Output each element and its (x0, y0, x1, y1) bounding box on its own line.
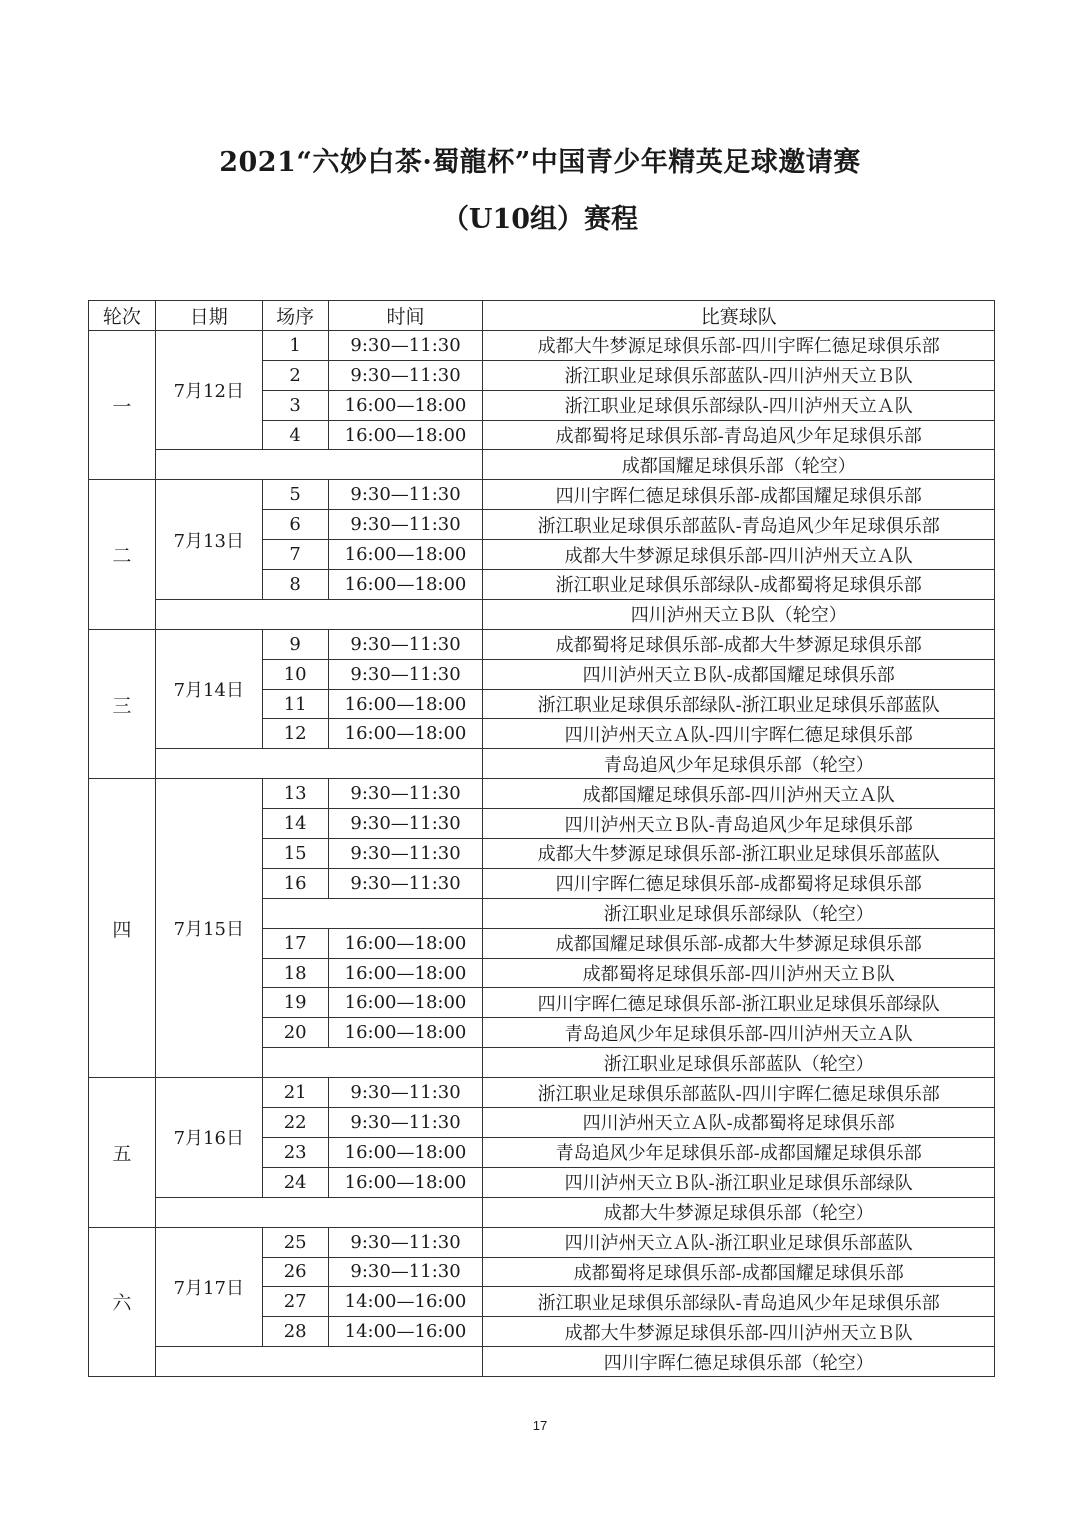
date-cell: 7月15日 (155, 779, 262, 1078)
table-row (89, 1227, 995, 1257)
bye-team: 青岛追风少年足球俱乐部（轮空） (483, 749, 995, 779)
date-cell: 7月17日 (155, 1227, 262, 1347)
bye-team: 成都大牛梦源足球俱乐部（轮空） (483, 1197, 995, 1227)
match-teams: 浙江职业足球俱乐部绿队-成都蜀将足球俱乐部 (483, 570, 995, 600)
match-teams: 浙江职业足球俱乐部绿队-浙江职业足球俱乐部蓝队 (483, 689, 995, 719)
empty-cell (155, 1347, 483, 1377)
bye-row (89, 749, 995, 779)
date-cell: 7月13日 (155, 480, 262, 600)
match-teams: 四川泸州天立Ｂ队-浙江职业足球俱乐部绿队 (483, 1167, 995, 1197)
date-cell: 7月14日 (155, 629, 262, 749)
match-teams: 四川宇晖仁德足球俱乐部-浙江职业足球俱乐部绿队 (483, 988, 995, 1018)
match-no: 7 (262, 540, 328, 570)
header-time: 时间 (328, 301, 483, 331)
match-teams: 浙江职业足球俱乐部绿队-四川泸州天立Ａ队 (483, 390, 995, 420)
match-teams: 浙江职业足球俱乐部绿队-青岛追风少年足球俱乐部 (483, 1287, 995, 1317)
match-teams: 四川宇晖仁德足球俱乐部-成都国耀足球俱乐部 (483, 480, 995, 510)
bye-team: 四川泸州天立Ｂ队（轮空） (483, 599, 995, 629)
match-teams: 成都蜀将足球俱乐部-四川泸州天立Ｂ队 (483, 958, 995, 988)
match-time: 9:30—11:30 (328, 779, 483, 809)
bye-team: 浙江职业足球俱乐部绿队（轮空） (483, 898, 995, 928)
match-time: 9:30—11:30 (328, 510, 483, 540)
match-no: 14 (262, 809, 328, 839)
table-row (89, 779, 995, 809)
bye-team: 浙江职业足球俱乐部蓝队（轮空） (483, 1048, 995, 1078)
document-subtitle: （U10组）赛程 (441, 204, 639, 235)
match-time: 9:30—11:30 (328, 839, 483, 869)
match-teams: 成都蜀将足球俱乐部-青岛追风少年足球俱乐部 (483, 420, 995, 450)
match-time: 16:00—18:00 (328, 1137, 483, 1167)
round-cell: 一 (89, 330, 156, 479)
match-time: 14:00—16:00 (328, 1287, 483, 1317)
match-time: 9:30—11:30 (328, 1257, 483, 1287)
match-no: 16 (262, 868, 328, 898)
match-no: 19 (262, 988, 328, 1018)
match-teams: 四川泸州天立Ｂ队-成都国耀足球俱乐部 (483, 659, 995, 689)
match-no: 25 (262, 1227, 328, 1257)
match-time: 16:00—18:00 (328, 689, 483, 719)
empty-cell (155, 599, 483, 629)
match-teams: 浙江职业足球俱乐部蓝队-四川宇晖仁德足球俱乐部 (483, 1078, 995, 1108)
match-time: 9:30—11:30 (328, 480, 483, 510)
empty-cell (262, 1048, 483, 1078)
match-time: 9:30—11:30 (328, 809, 483, 839)
match-time: 14:00—16:00 (328, 1317, 483, 1347)
match-no: 2 (262, 360, 328, 390)
match-time: 16:00—18:00 (328, 570, 483, 600)
match-teams: 成都大牛梦源足球俱乐部-四川泸州天立Ｂ队 (483, 1317, 995, 1347)
match-time: 16:00—18:00 (328, 1167, 483, 1197)
match-no: 9 (262, 629, 328, 659)
match-teams: 浙江职业足球俱乐部蓝队-青岛追风少年足球俱乐部 (483, 510, 995, 540)
match-no: 27 (262, 1287, 328, 1317)
match-time: 16:00—18:00 (328, 540, 483, 570)
match-teams: 青岛追风少年足球俱乐部-四川泸州天立Ａ队 (483, 1018, 995, 1048)
match-time: 9:30—11:30 (328, 1078, 483, 1108)
round-cell: 二 (89, 480, 156, 629)
header-teams: 比赛球队 (483, 301, 995, 331)
match-time: 9:30—11:30 (328, 629, 483, 659)
match-time: 16:00—18:00 (328, 1018, 483, 1048)
empty-cell (155, 749, 483, 779)
document-title: 2021“六妙白茶·蜀龍杯”中国青少年精英足球邀请赛 (219, 147, 861, 178)
match-no: 26 (262, 1257, 328, 1287)
match-no: 12 (262, 719, 328, 749)
match-time: 16:00—18:00 (328, 390, 483, 420)
match-time: 16:00—18:00 (328, 988, 483, 1018)
match-no: 23 (262, 1137, 328, 1167)
round-cell: 六 (89, 1227, 156, 1376)
match-no: 6 (262, 510, 328, 540)
match-teams: 成都大牛梦源足球俱乐部-四川宇晖仁德足球俱乐部 (483, 330, 995, 360)
bye-row (89, 450, 995, 480)
table-row (89, 629, 995, 659)
match-time: 16:00—18:00 (328, 958, 483, 988)
match-no: 24 (262, 1167, 328, 1197)
match-teams: 四川宇晖仁德足球俱乐部-成都蜀将足球俱乐部 (483, 868, 995, 898)
match-time: 9:30—11:30 (328, 868, 483, 898)
bye-row (89, 1347, 995, 1377)
round-cell: 三 (89, 629, 156, 778)
match-no: 22 (262, 1108, 328, 1138)
match-no: 13 (262, 779, 328, 809)
date-cell: 7月16日 (155, 1078, 262, 1198)
empty-cell (155, 450, 483, 480)
match-time: 9:30—11:30 (328, 330, 483, 360)
match-teams: 成都蜀将足球俱乐部-成都国耀足球俱乐部 (483, 1257, 995, 1287)
empty-cell (262, 898, 483, 928)
bye-row (89, 599, 995, 629)
match-time: 9:30—11:30 (328, 360, 483, 390)
match-teams: 成都大牛梦源足球俱乐部-浙江职业足球俱乐部蓝队 (483, 839, 995, 869)
match-teams: 四川泸州天立Ａ队-成都蜀将足球俱乐部 (483, 1108, 995, 1138)
match-teams: 成都国耀足球俱乐部-成都大牛梦源足球俱乐部 (483, 928, 995, 958)
match-teams: 四川泸州天立Ａ队-浙江职业足球俱乐部蓝队 (483, 1227, 995, 1257)
page-number: 17 (532, 1418, 548, 1433)
match-time: 9:30—11:30 (328, 1108, 483, 1138)
match-teams: 浙江职业足球俱乐部蓝队-四川泸州天立Ｂ队 (483, 360, 995, 390)
round-cell: 四 (89, 779, 156, 1078)
empty-cell (155, 1197, 483, 1227)
match-no: 1 (262, 330, 328, 360)
match-no: 20 (262, 1018, 328, 1048)
match-no: 17 (262, 928, 328, 958)
match-no: 4 (262, 420, 328, 450)
match-time: 16:00—18:00 (328, 420, 483, 450)
schedule-table (88, 300, 995, 1377)
match-no: 3 (262, 390, 328, 420)
bye-team: 成都国耀足球俱乐部（轮空） (483, 450, 995, 480)
table-row (89, 330, 995, 360)
match-no: 15 (262, 839, 328, 869)
match-teams: 成都大牛梦源足球俱乐部-四川泸州天立Ａ队 (483, 540, 995, 570)
match-time: 16:00—18:00 (328, 928, 483, 958)
match-no: 5 (262, 480, 328, 510)
header-round: 轮次 (89, 301, 156, 331)
match-teams: 成都国耀足球俱乐部-四川泸州天立Ａ队 (483, 779, 995, 809)
match-no: 11 (262, 689, 328, 719)
bye-team: 四川宇晖仁德足球俱乐部（轮空） (483, 1347, 995, 1377)
match-no: 10 (262, 659, 328, 689)
table-row (89, 480, 995, 510)
date-cell: 7月12日 (155, 330, 262, 450)
table-header-row (89, 301, 995, 331)
match-time: 16:00—18:00 (328, 719, 483, 749)
match-no: 18 (262, 958, 328, 988)
match-teams: 四川泸州天立Ｂ队-青岛追风少年足球俱乐部 (483, 809, 995, 839)
bye-row (89, 1197, 995, 1227)
header-match-no: 场序 (262, 301, 328, 331)
match-teams: 四川泸州天立Ａ队-四川宇晖仁德足球俱乐部 (483, 719, 995, 749)
match-no: 8 (262, 570, 328, 600)
match-time: 9:30—11:30 (328, 1227, 483, 1257)
match-teams: 成都蜀将足球俱乐部-成都大牛梦源足球俱乐部 (483, 629, 995, 659)
match-teams: 青岛追风少年足球俱乐部-成都国耀足球俱乐部 (483, 1137, 995, 1167)
round-cell: 五 (89, 1078, 156, 1227)
table-row (89, 1078, 995, 1108)
match-no: 21 (262, 1078, 328, 1108)
match-no: 28 (262, 1317, 328, 1347)
header-date: 日期 (155, 301, 262, 331)
match-time: 9:30—11:30 (328, 659, 483, 689)
